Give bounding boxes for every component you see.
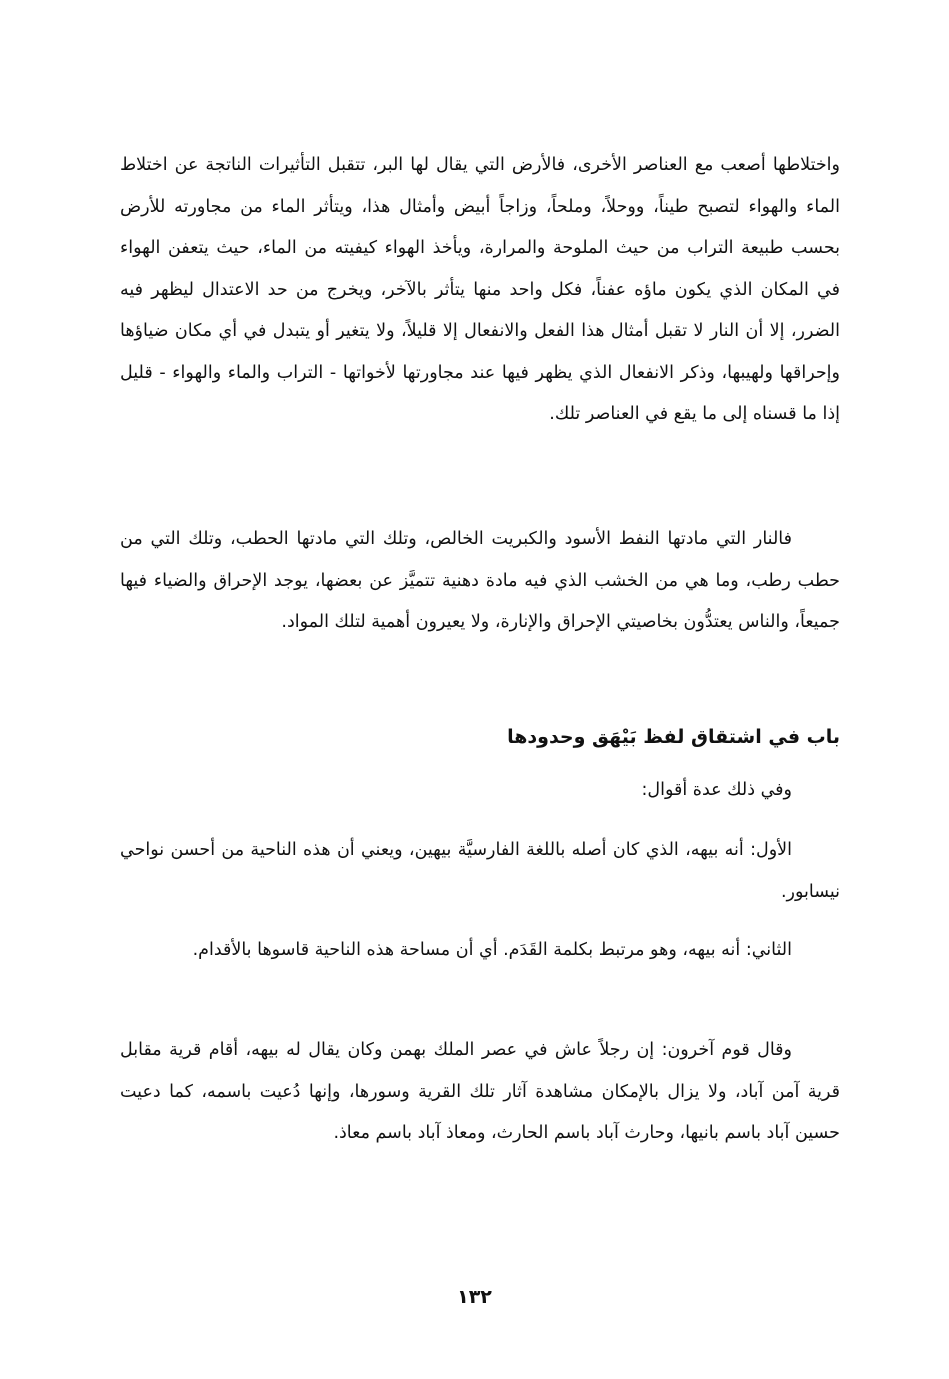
paragraph-second-saying [120, 930, 840, 972]
paragraph-intro-sayings [120, 770, 840, 812]
paragraph-other-saying [120, 1030, 840, 1155]
paragraph-text: وفي ذلك عدة أقوال: [641, 780, 792, 800]
page-number: ١٣٢ [457, 1286, 492, 1308]
paragraph-fire-materials [120, 519, 840, 644]
paragraph-text: الثاني: أنه بيهه، وهو مرتبط بكلمة القَدَم. أي أن مساحة هذه الناحية قاسوها بالأقدام. [192, 940, 792, 960]
section-heading: باب في اشتقاق لفظ بَيْهَق وحدودها [507, 726, 840, 748]
paragraph-text: وقال قوم آخرون: إن رجلاً عاش في عصر الملك بهمن وكان يقال له بيهه، أقام قرية مقابل قرية آمن آباد، ولا يزال بالإمكان مشاهدة آثار تلك القرية وسورها، وإنها دُعيت باسمه، كما دعيت حسين آباد باسم بانيها، وحارث آباد باسم الحارث، ومعاذ آباد باسم معاذ. [120, 1040, 840, 1143]
paragraph-elements-mixing [120, 145, 840, 436]
paragraph-first-saying [120, 830, 840, 913]
paragraph-text: فالنار التي مادتها النفط الأسود والكبريت الخالص، وتلك التي مادتها الحطب، وتلك التي من حطب رطب، وما هي من الخشب الذي فيه مادة دهنية تتميَّز عن بعضها، يوجد الإحراق والضياء فيها جميعاً، والناس يعتدُّون بخاصيتي الإحراق والإنارة، ولا يعيرون أهمية لتلك المواد. [120, 529, 840, 632]
paragraph-text: واختلاطها أصعب مع العناصر الأخرى، فالأرض التي يقال لها البر، تتقبل التأثيرات الناتجة عن اختلاط الماء والهواء لتصبح طيناً، ووحلاً، وملحاً، وزاجاً أبيض وأمثال هذا، ويتأثر الماء من مجاورته للأرض بحسب طبيعة التراب من حيث الملوحة والمرارة، ويأخذ الهواء كيفيته من الماء، حيث يتعفن الهواء في المكان الذي يكون ماؤه عفناً، فكل واحد منها يتأثر بالآخر، ويخرج من حد الاعتدال ليظهر فيه الضرر، إلا أن النار لا تقبل أمثال هذا الفعل والانفعال إلا قليلاً، ولا يتغير أو يتبدل في أي مكان ضياؤها وإحراقها ولهيبها، وذكر الانفعال الذي يظهر فيها عند مجاورتها لأخواتها - التراب والماء والهواء - قليل إذا ما قسناه إلى ما يقع في العناصر تلك. [120, 155, 840, 424]
paragraph-text: الأول: أنه بيهه، الذي كان أصله باللغة الفارسيَّة بيهين، ويعني أن هذه الناحية من أحسن نواحي نيسابور. [120, 840, 840, 902]
